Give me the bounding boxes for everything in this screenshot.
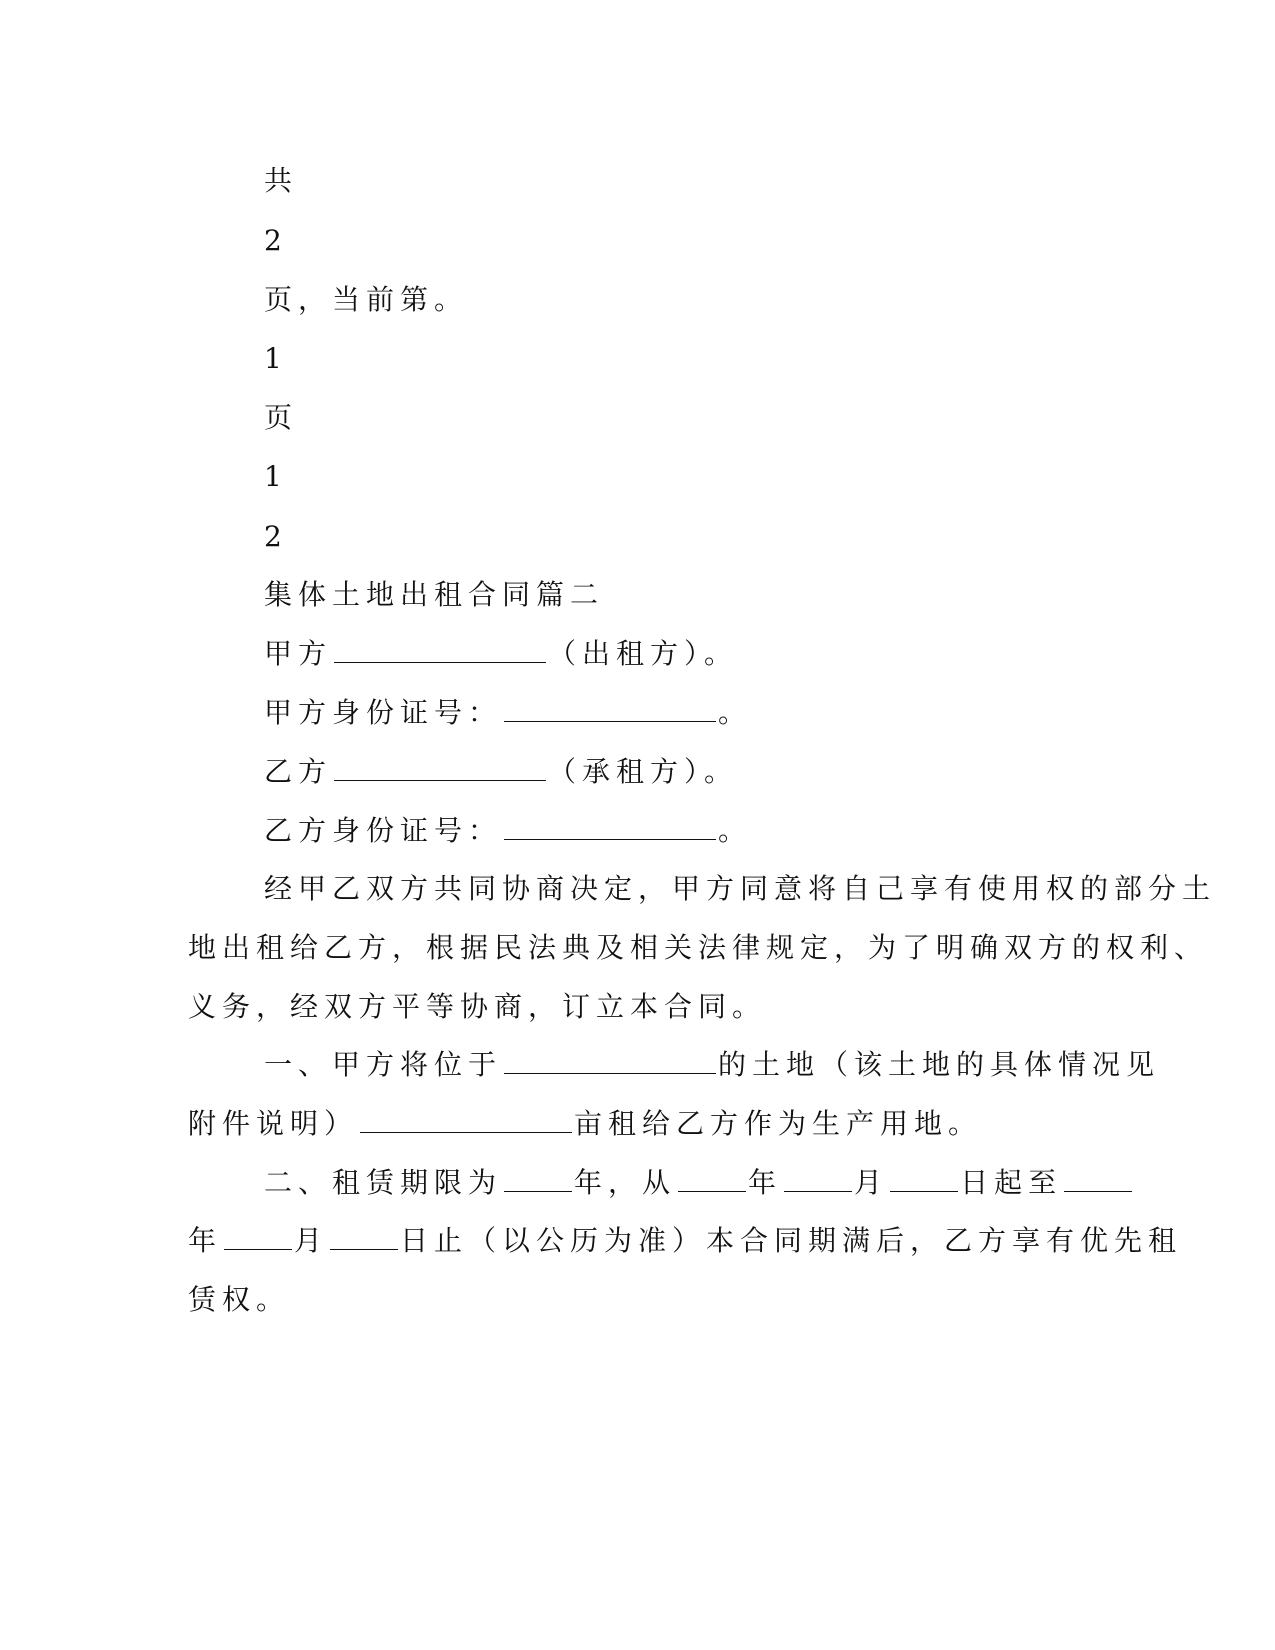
page-link-1[interactable]: 1 xyxy=(264,460,288,493)
clause-1-b: 的土地（该土地的具体情况见 xyxy=(718,1048,1161,1081)
party-a-id-line xyxy=(264,696,752,730)
clause-2-start: 日起至 xyxy=(960,1166,1063,1199)
party-b-id-blank xyxy=(504,815,716,840)
page-total-number: 2 xyxy=(264,224,288,257)
party-b-label: 乙方 xyxy=(264,755,333,788)
party-b-id-label: 乙方身份证号： xyxy=(264,814,503,847)
clause-2-y2: 年 xyxy=(188,1224,223,1257)
party-b-role: （承租方）。 xyxy=(548,755,739,788)
clause-2-m: 月 xyxy=(854,1166,889,1199)
party-a-id-blank xyxy=(504,697,716,722)
clause-1-line-1 xyxy=(264,1048,1160,1082)
party-a-id-label: 甲方身份证号： xyxy=(264,696,503,729)
page-current-label: 页，当前第。 xyxy=(264,283,469,316)
clause-2-line-1 xyxy=(264,1166,1134,1200)
end-year-blank xyxy=(1064,1167,1132,1192)
start-day-blank xyxy=(890,1167,958,1192)
term-years-blank xyxy=(504,1167,572,1192)
intro-line-1: 经甲乙双方共同协商决定，甲方同意将自己享有使用权的部分土 xyxy=(264,872,1217,905)
page-suffix: 页 xyxy=(264,401,299,434)
clause-2-a: 二、租赁期限为 xyxy=(264,1166,503,1199)
party-a-label: 甲方 xyxy=(264,637,333,670)
party-b-id-line xyxy=(264,814,752,848)
clause-1-d: 亩租给乙方作为生产用地。 xyxy=(574,1107,983,1140)
clause-2-line-2 xyxy=(188,1224,1182,1258)
party-b-id-period: 。 xyxy=(718,814,753,847)
party-b-line xyxy=(264,755,738,789)
land-location-blank xyxy=(504,1049,716,1074)
clause-2-line-3: 赁权。 xyxy=(188,1283,291,1316)
clause-1-a: 一、甲方将位于 xyxy=(264,1048,503,1081)
party-a-line xyxy=(264,637,738,671)
intro-line-2: 地出租给乙方，根据民法典及相关法律规定，为了明确双方的权利、 xyxy=(188,931,1209,964)
clause-2-year-from: 年，从 xyxy=(574,1166,677,1199)
clause-2-m2: 月 xyxy=(294,1224,329,1257)
page-link-2[interactable]: 2 xyxy=(264,520,288,553)
contract-title: 集体土地出租合同篇二 xyxy=(264,578,605,611)
clause-1-line-2 xyxy=(188,1107,982,1141)
clause-2-y: 年 xyxy=(748,1166,783,1199)
end-month-blank xyxy=(224,1225,292,1250)
clause-2-end: 日止（以公历为准）本合同期满后，乙方享有优先租 xyxy=(400,1224,1183,1257)
end-day-blank xyxy=(330,1225,398,1250)
clause-1-c: 附件说明） xyxy=(188,1107,359,1140)
start-month-blank xyxy=(784,1167,852,1192)
land-area-blank xyxy=(360,1108,572,1133)
party-b-name-blank xyxy=(334,756,546,781)
party-a-name-blank xyxy=(334,638,546,663)
page-current-number: 1 xyxy=(264,342,288,375)
intro-line-3: 义务，经双方平等协商，订立本合同。 xyxy=(188,990,767,1023)
start-year-blank xyxy=(678,1167,746,1192)
party-a-id-period: 。 xyxy=(718,696,753,729)
party-a-role: （出租方）。 xyxy=(548,637,739,670)
page-total-prefix: 共 xyxy=(264,164,299,197)
